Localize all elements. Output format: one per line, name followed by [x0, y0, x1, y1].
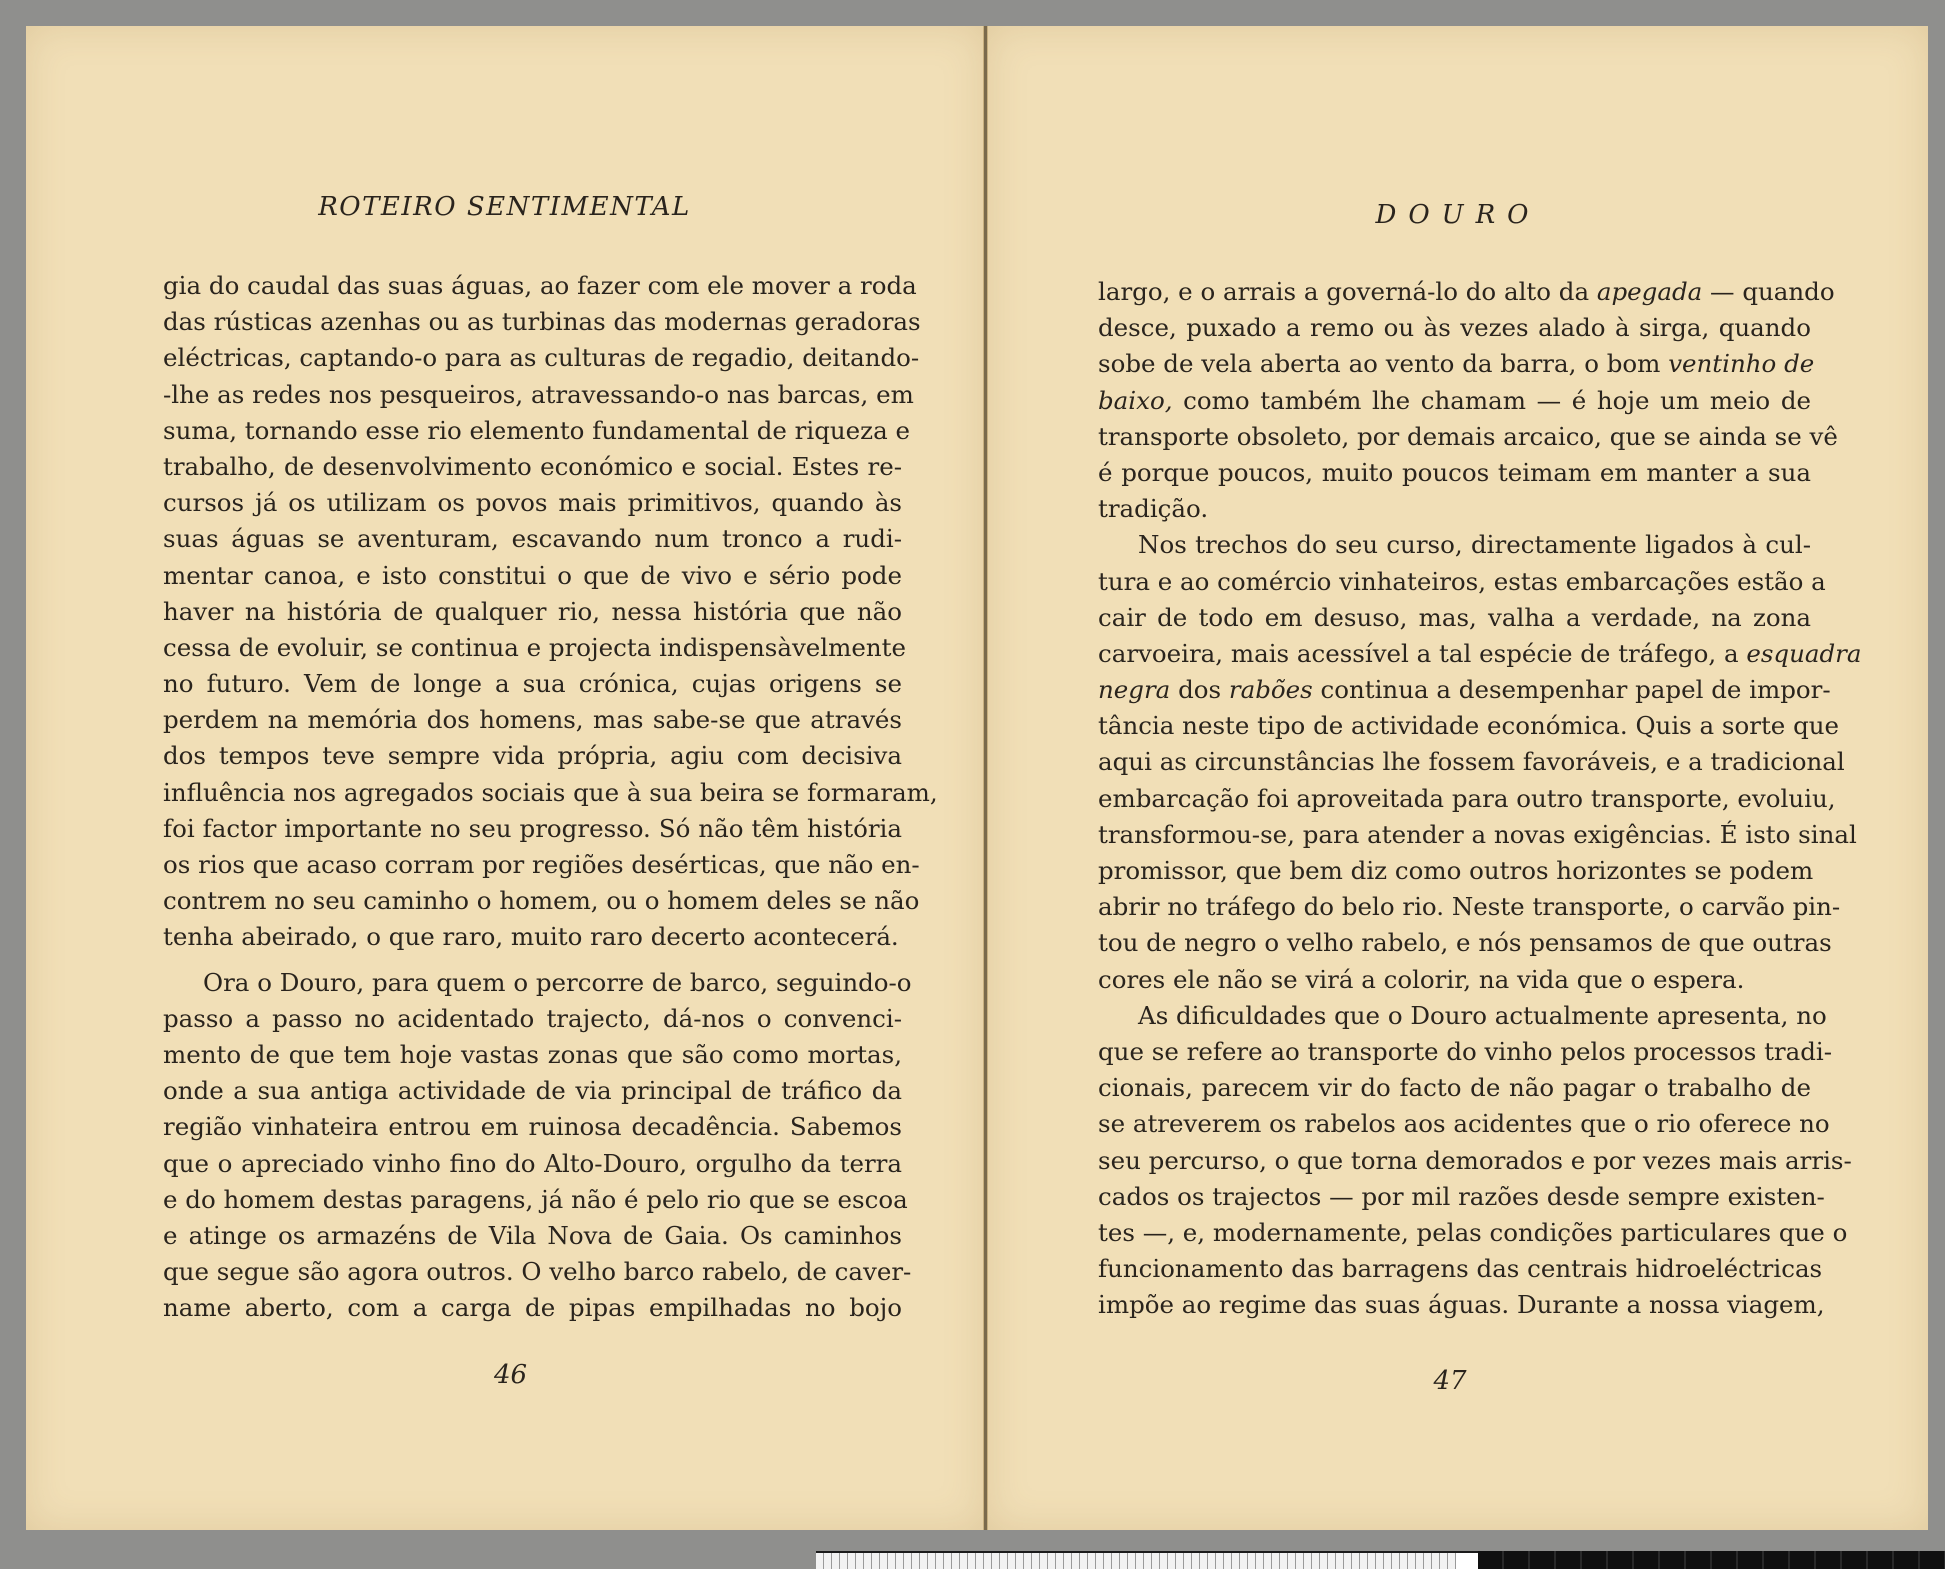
- italic-term: ventinho de: [1668, 349, 1815, 379]
- text-run: dos: [1170, 675, 1229, 705]
- text-line: dos tempos teve sempre vida própria, agiu com decisiva: [163, 741, 902, 771]
- scale-ticks-dark: [1478, 1551, 1945, 1569]
- text-line: Nos trechos do seu curso, directamente ligados à cul-: [1138, 530, 1811, 560]
- text-line: tura e ao comércio vinhateiros, estas embarcações estão a: [1098, 566, 1826, 596]
- text-run: como também lhe chamam — é hoje um meio de: [1172, 385, 1811, 415]
- text-line: [1098, 672, 1831, 708]
- text-line: gia do caudal das suas águas, ao fazer com ele mover a roda: [163, 271, 917, 300]
- text-line: das rústicas azenhas ou as turbinas das modernas geradoras: [163, 307, 921, 337]
- text-line: embarcação foi aproveitada para outro transporte, evoluiu,: [1098, 783, 1836, 813]
- scale-white-patch: [1456, 1553, 1478, 1569]
- text-line: suas águas se aventuram, escavando num tronco a rudi-: [163, 524, 902, 554]
- text-line: trabalho, de desenvolvimento económico e social. Estes re-: [163, 451, 902, 481]
- text-line: cores ele não se virá a colorir, na vida que o espera.: [1098, 964, 1745, 994]
- italic-term: apegada: [1596, 277, 1703, 306]
- text-line: passo a passo no acidentado trajecto, dá-nos o convenci-: [163, 1003, 902, 1033]
- text-line: cionais, parecem vir do facto de não pagar o trabalho de: [1098, 1073, 1811, 1103]
- text-run: carvoeira, mais acessível a tal espécie de tráfego, a: [1098, 638, 1747, 668]
- text-line: desce, puxado a remo ou às vezes alado à sirga, quando: [1098, 313, 1811, 343]
- text-line: tenha abeirado, o que raro, muito raro decerto acontecerá.: [163, 922, 899, 952]
- text-run: continua a desempenhar papel de impor-: [1312, 675, 1831, 705]
- scale-ticks-light: [816, 1553, 1456, 1569]
- text-line: mentar canoa, e isto constitui o que de vivo e sério pode: [163, 560, 902, 590]
- text-run: — quando: [1702, 277, 1835, 306]
- text-line: eléctricas, captando-o para as culturas de regadio, deitando-: [163, 343, 920, 373]
- text-run: largo, e o arrais a governá-lo do alto da: [1098, 277, 1597, 306]
- italic-term: esquadra: [1746, 638, 1862, 668]
- text-line: onde a sua antiga actividade de via principal de tráfico da: [163, 1076, 902, 1106]
- text-line: que segue são agora outros. O velho barco rabelo, de caver-: [163, 1257, 912, 1287]
- text-line: que se refere ao transporte do vinho pelos processos tradi-: [1098, 1036, 1833, 1066]
- right-text-block: [1098, 274, 1862, 1323]
- text-line: aqui as circunstâncias lhe fossem favoráveis, e a tradicional: [1098, 747, 1845, 777]
- text-line: se atreverem os rabelos aos acidentes que o rio oferece no: [1098, 1109, 1830, 1139]
- text-line: impõe ao regime das suas águas. Durante a nossa viagem,: [1098, 1290, 1825, 1320]
- text-line: contrem no seu caminho o homem, ou o homem deles se não: [163, 886, 920, 916]
- text-line: cessa de evoluir, se continua e projecta indispensàvelmente: [163, 632, 906, 662]
- text-line: promissor, que bem diz como outros horizontes se podem: [1098, 856, 1814, 885]
- running-head-right: DOURO: [1375, 200, 1541, 230]
- text-line: [1098, 274, 1835, 310]
- text-line: e atinge os armazéns de Vila Nova de Gaia. Os caminhos: [163, 1220, 902, 1250]
- text-line: perdem na memória dos homens, mas sabe-se que através: [163, 705, 902, 735]
- italic-term: negra: [1098, 675, 1171, 705]
- text-line: seu percurso, o que torna demorados e por vezes mais arris-: [1098, 1145, 1852, 1175]
- text-line: suma, tornando esse rio elemento fundamental de riqueza e: [163, 415, 910, 445]
- text-line: abrir no tráfego do belo rio. Neste transporte, o carvão pin-: [1098, 892, 1841, 922]
- text-line: e do homem destas paragens, já não é pelo rio que se escoa: [163, 1184, 908, 1214]
- text-line: [1098, 383, 1811, 419]
- italic-term: baixo,: [1098, 385, 1173, 415]
- italic-term: rabões: [1228, 675, 1313, 705]
- text-line: [1098, 346, 1815, 382]
- text-line: é porque poucos, muito poucos teimam em manter a sua: [1098, 457, 1811, 487]
- right-page: [987, 26, 1928, 1530]
- left-page: [26, 26, 984, 1530]
- text-line: tes —, e, modernamente, pelas condições particulares que o: [1098, 1217, 1848, 1247]
- text-line: transporte obsoleto, por demais arcaico, que se ainda se vê: [1098, 421, 1838, 451]
- text-line: transformou-se, para atender a novas exigências. É isto sinal: [1098, 819, 1857, 849]
- scan-calibration-bar: [816, 1551, 1945, 1569]
- page-number-right: 47: [1433, 1366, 1467, 1396]
- left-text-block: [163, 268, 938, 1326]
- text-line: tradição.: [1098, 494, 1209, 524]
- text-line: foi factor importante no seu progresso. Só não têm história: [163, 813, 902, 843]
- text-line: que o apreciado vinho fino do Alto-Douro, orgulho da terra: [163, 1148, 902, 1178]
- text-line: cados os trajectos — por mil razões desde sempre existen-: [1098, 1181, 1825, 1211]
- text-line: haver na história de qualquer rio, nessa história que não: [163, 596, 902, 626]
- text-line: [1098, 636, 1862, 672]
- running-head-left: ROTEIRO SENTIMENTAL: [318, 192, 691, 222]
- text-line: no futuro. Vem de longe a sua crónica, cujas origens se: [163, 669, 902, 699]
- text-line: funcionamento das barragens das centrais hidroeléctricas: [1098, 1254, 1823, 1284]
- text-line: cair de todo em desuso, mas, valha a verdade, na zona: [1098, 602, 1811, 632]
- text-line: tância neste tipo de actividade económica. Quis a sorte que: [1098, 711, 1840, 741]
- text-line: os rios que acaso corram por regiões desérticas, que não en-: [163, 850, 920, 879]
- text-line: As dificuldades que o Douro actualmente apresenta, no: [1138, 1000, 1827, 1030]
- text-line: Ora o Douro, para quem o percorre de barco, seguindo-o: [203, 967, 912, 997]
- text-line: influência nos agregados sociais que à sua beira se formaram,: [163, 777, 938, 807]
- text-line: tou de negro o velho rabelo, e nós pensamos de que outras: [1098, 928, 1832, 958]
- text-line: mento de que tem hoje vastas zonas que são como mortas,: [163, 1039, 902, 1069]
- page-number-left: 46: [493, 1360, 528, 1390]
- text-line: name aberto, com a carga de pipas empilhadas no bojo: [163, 1293, 902, 1323]
- text-run: sobe de vela aberta ao vento da barra, o bom: [1098, 349, 1669, 379]
- text-line: cursos já os utilizam os povos mais primitivos, quando às: [163, 488, 902, 518]
- text-line: -lhe as redes nos pesqueiros, atravessando-o nas barcas, em: [163, 379, 914, 409]
- text-line: região vinhateira entrou em ruinosa decadência. Sabemos: [163, 1112, 902, 1142]
